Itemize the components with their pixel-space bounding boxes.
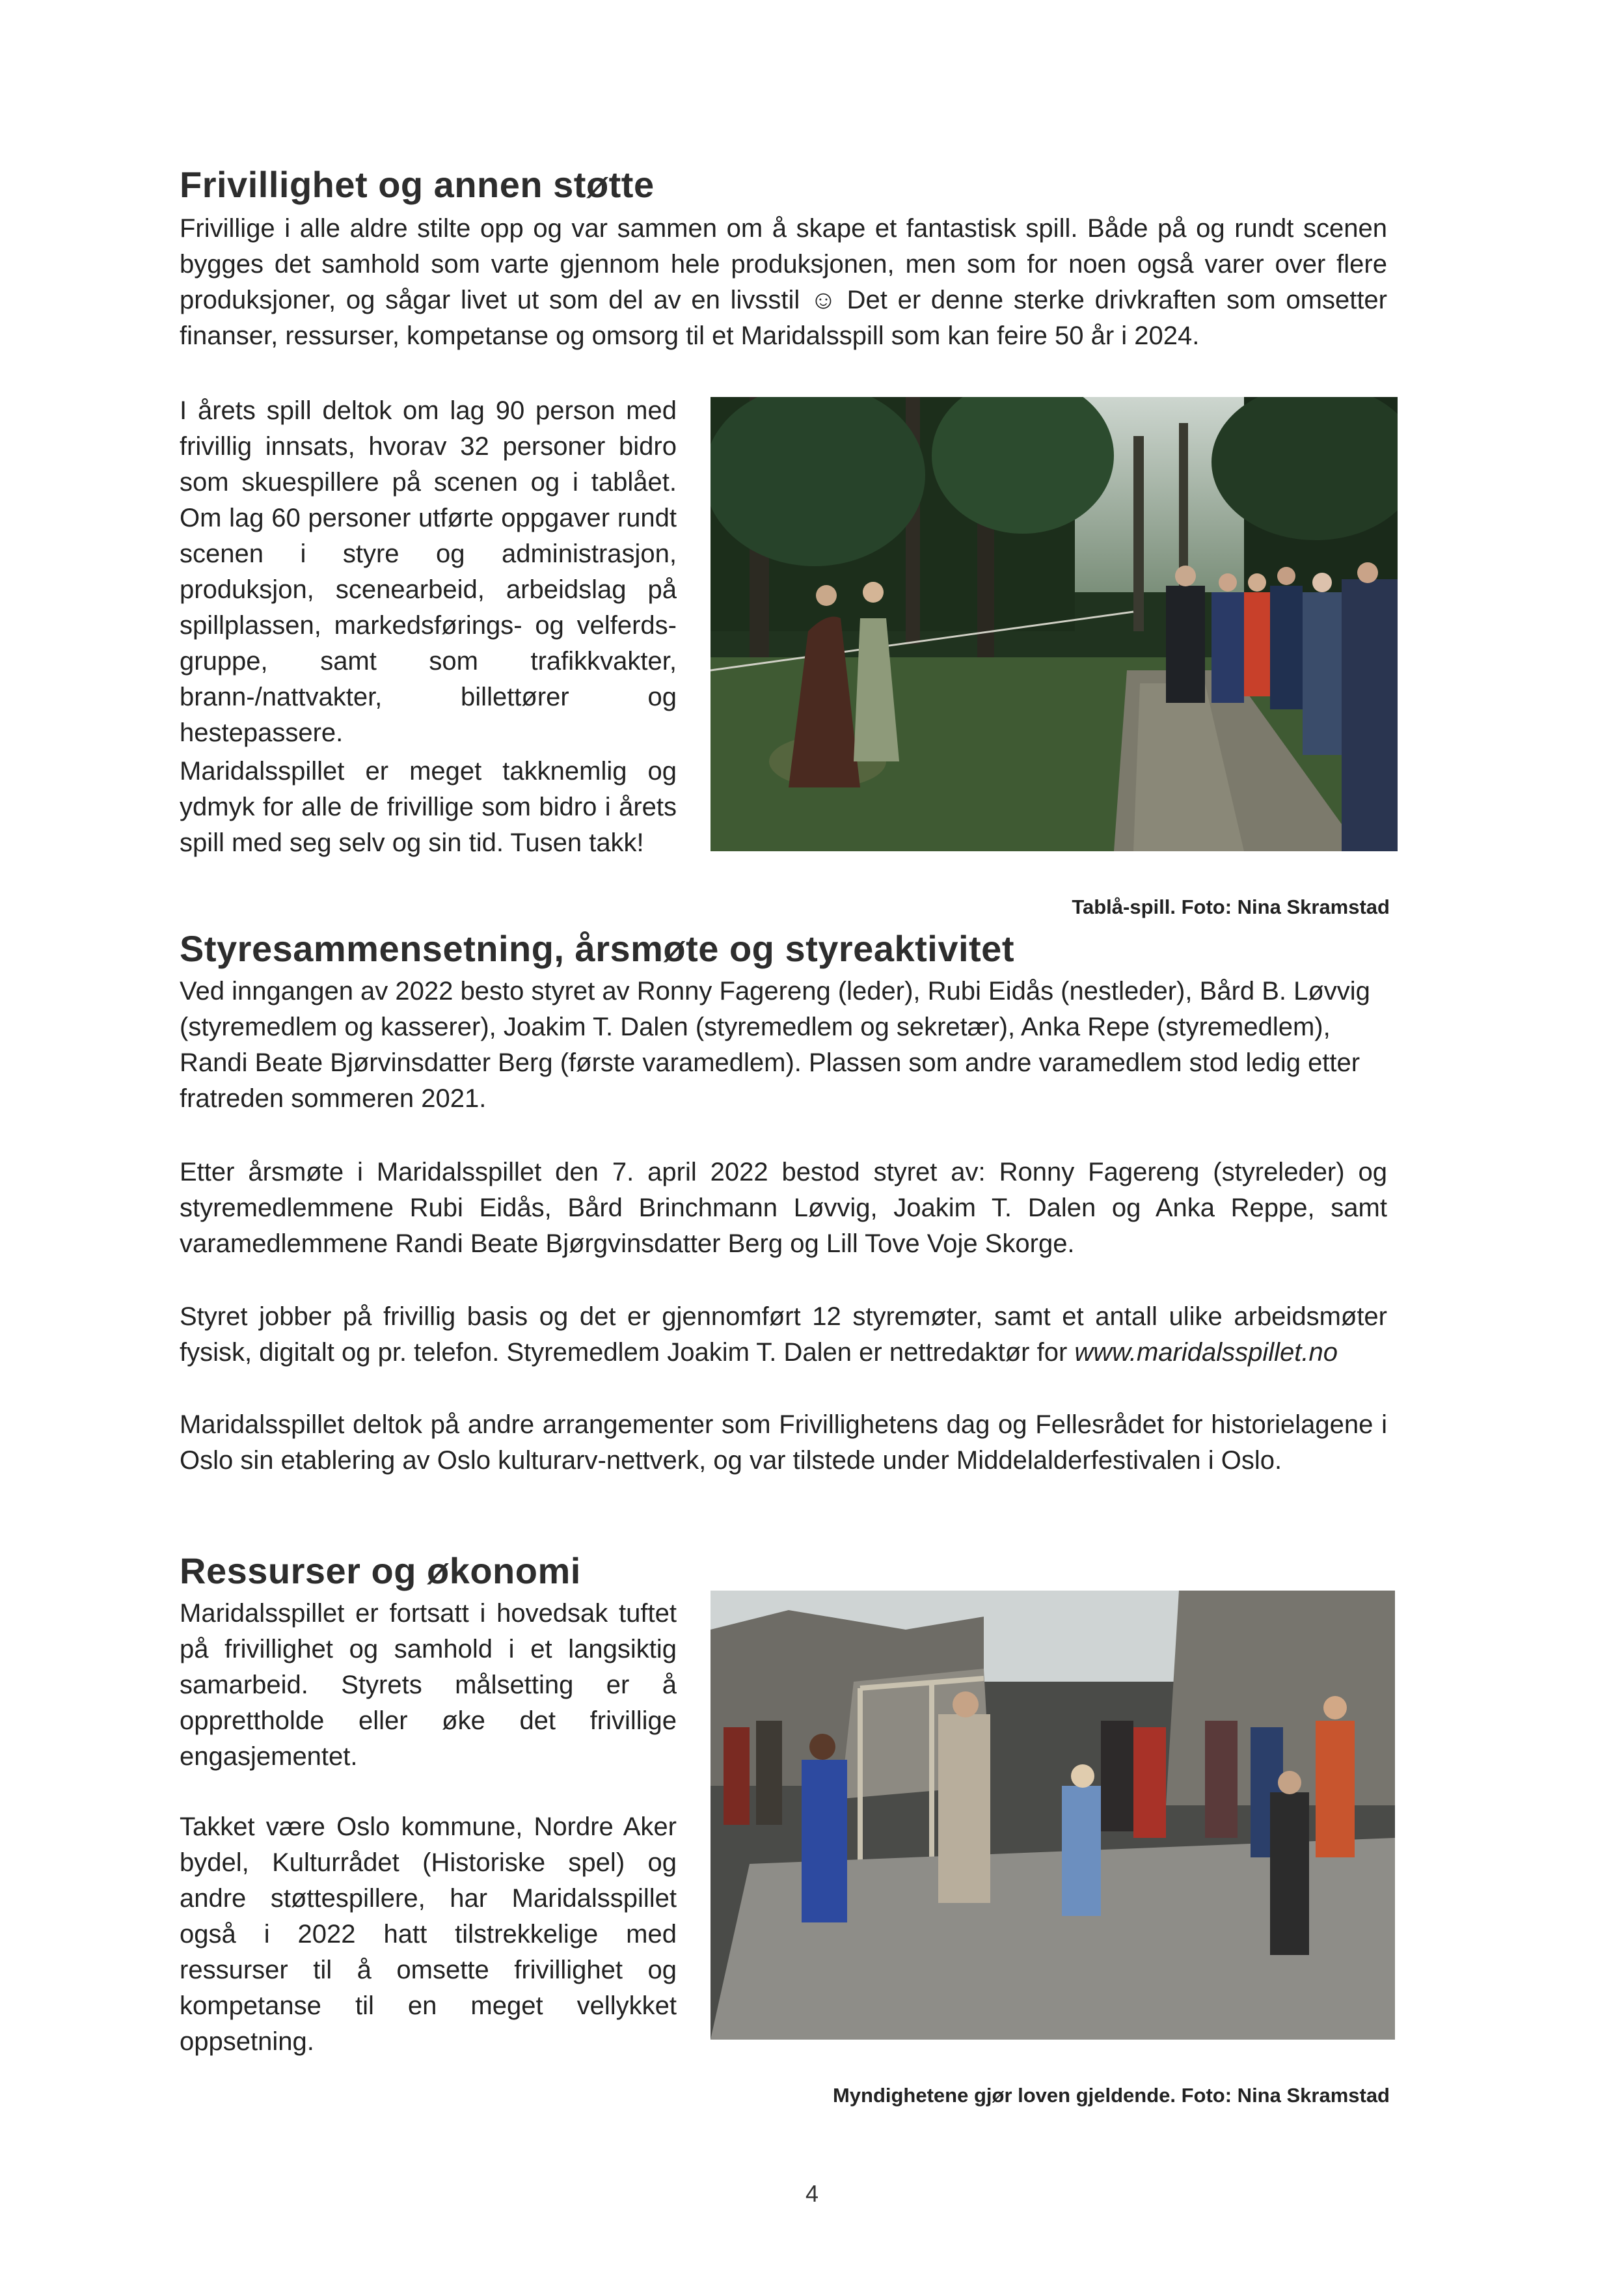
volunteer-para1: I årets spill deltok om lag 90 person med frivillig innsats, hvorav 32 personer bidro som skuespillere på scenen og i tablået. Om lag 60 personer utførte oppgaver rundt scenen i styre og administrasjon, produksjon, scenearbeid, arbeidslag på spillplassen, markedsførings- og velferds-gruppe, samt som trafikkvakter, brann-/nattvakter, billettører og hestepassere. (180, 396, 677, 747)
resources-para2: Takket være Oslo kommune, Nordre Aker bydel, Kulturrådet (Historiske spel) og andre støttespillere, har Maridalsspillet også i 2022 hatt tilstrekkelige med ressurser til å omsette frivillighet og kompetanse til en meget vellykket oppsetning. (180, 1812, 677, 2056)
heading-resources: Ressurser og økonomi (180, 1550, 581, 1591)
volunteer-para2: Maridalsspillet er meget takknemlig og ydmyk for alle de frivillige som bidro i årets spill med seg selv og sin tid. Tusen takk! (180, 757, 677, 857)
heading-board: Styresammensetning, årsmøte og styreaktivitet (180, 928, 1014, 969)
heading-volunteer: Frivillighet og annen støtte (180, 164, 655, 205)
photo-caption-tablaa: Tablå-spill. Foto: Nina Skramstad (1072, 896, 1390, 918)
board-para3 (180, 1299, 1387, 1371)
volunteer-intro: Frivillige i alle aldre stilte opp og var sammen om å skape et fantastisk spill. Både på og rundt scenen bygges det samhold som varte gjennom hele produksjonen, men som for noen også varer over flere produksjoner, og sågar livet ut som del av en livsstil ☺ Det er denne sterke drivkraften som omsetter finanser, ressurser, kompetanse og omsorg til et Maridalsspill som kan feire 50 år i 2024. (180, 214, 1387, 350)
page-number: 4 (805, 2180, 819, 2207)
board-para1: Ved inngangen av 2022 besto styret av Ronny Fagereng (leder), Rubi Eidås (nestleder), Bård B. Løvvig (styremedlem og kasserer), Joakim T. Dalen (styremedlem og sekretær), Anka Repe (styremedlem), Randi Beate Bjørvinsdatter Berg (første varamedlem). Plassen som andre varamedlem stod ledig etter fratreden sommeren 2021. (180, 977, 1370, 1113)
board-para3-text: Styret jobber på frivillig basis og det er gjennomført 12 styremøter, samt et antall ulike arbeidsmøter fysisk, digitalt og pr. telefon. Styremedlem Joakim T. Dalen er nettredaktør for (180, 1302, 1387, 1367)
board-para2: Etter årsmøte i Maridalsspillet den 7. april 2022 bestod styret av: Ronny Fagereng (styreleder) og styremedlemmene Rubi Eidås, Bård Brinchmann Løvvig, Joakim T. Dalen og Anka Reppe, samt varamedlemmene Randi Beate Bjørgvinsdatter Berg og Lill Tove Voje Skorge. (180, 1158, 1387, 1258)
board-para4: Maridalsspillet deltok på andre arrangementer som Frivillighetens dag og Fellesrådet for historielagene i Oslo sin etablering av Oslo kulturarv-nettverk, og var tilstede under Middelalderfestivalen i Oslo. (180, 1410, 1387, 1475)
website-link[interactable]: www.maridalsspillet.no (1074, 1338, 1338, 1367)
tablaa-spill-photo (710, 397, 1398, 851)
resources-para1: Maridalsspillet er fortsatt i hovedsak tuftet på frivillighet og samhold i et langsiktig samarbeid. Styrets målsetting er å opprettholde eller øke det frivillige engasjementet. (180, 1599, 677, 1771)
myndighetene-photo (710, 1591, 1395, 2040)
photo-caption-myndighetene: Myndighetene gjør loven gjeldende. Foto: Nina Skramstad (832, 2084, 1390, 2107)
